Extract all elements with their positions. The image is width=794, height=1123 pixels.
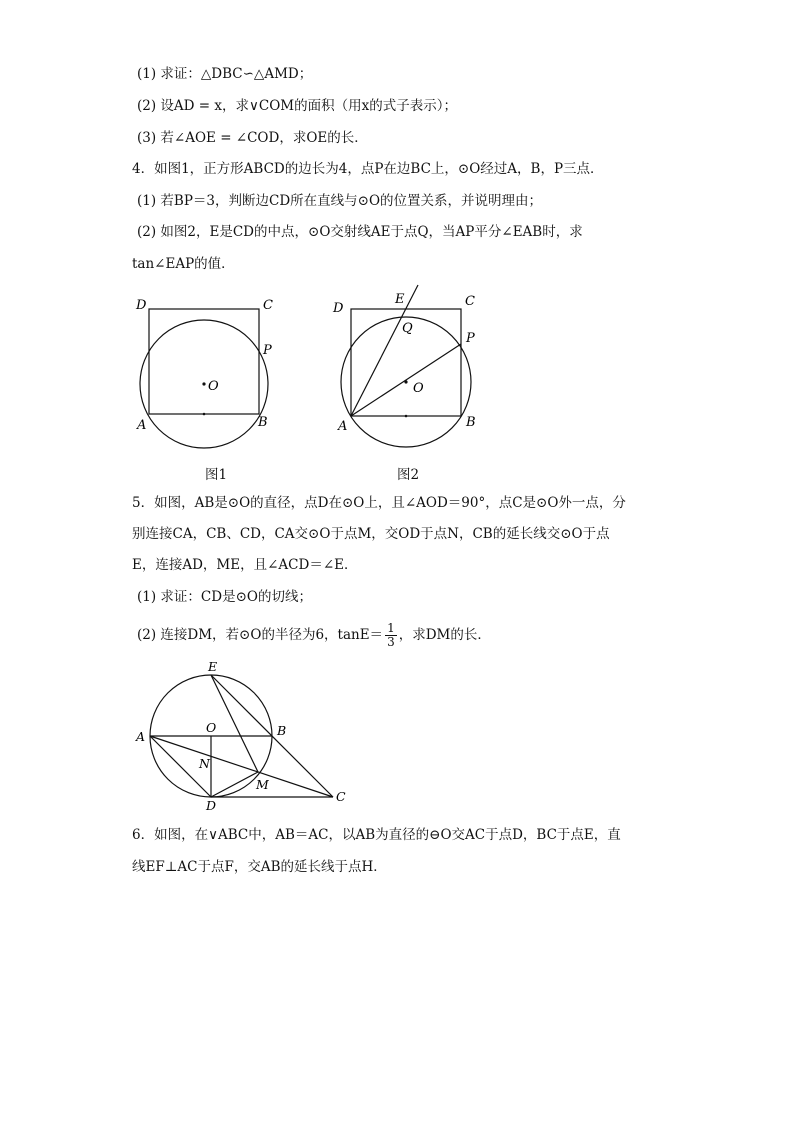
label-O: O [208, 379, 219, 394]
label-O: O [413, 381, 424, 396]
label-C: C [263, 298, 273, 313]
label-B: B [258, 415, 268, 430]
figure-3 [132, 658, 352, 813]
q4-part2-cont: tan∠EAP的值． [132, 256, 235, 272]
mid-point [203, 413, 206, 416]
label-A: A [137, 418, 147, 433]
label-C: C [336, 789, 346, 804]
figure-1 [128, 290, 288, 440]
label-P: P [263, 343, 272, 358]
q5-stem-3: E，连接AD，ME，且∠ACD＝∠E． [132, 557, 358, 573]
label-A: A [338, 419, 348, 434]
label-N: N [199, 756, 210, 771]
ray-ae [351, 285, 418, 416]
label-A: A [136, 729, 146, 744]
fraction-one-third: $\frac{1}{3}$ [387, 621, 395, 649]
q5-part2-text: (2) 连接DM，若⊙O的半径为6，tanE＝ [137, 627, 384, 643]
label-P: P [466, 331, 475, 346]
label-B: B [277, 723, 287, 738]
q5-stem-1: 5．如图，AB是⊙O的直径，点D在⊙O上，且∠AOD＝90°，点C是⊙O外一点，分 [132, 495, 626, 511]
q4-part2: (2) 如图2，E是CD的中点，⊙O交射线AE于点Q，当AP平分∠EAB时，求 [137, 224, 583, 240]
label-D: D [206, 798, 217, 813]
label-Q: Q [402, 321, 413, 336]
figure-2-caption: 图2 [397, 467, 420, 483]
square-abcd [149, 309, 259, 414]
label-E: E [208, 659, 218, 674]
figure-2 [328, 284, 488, 434]
center-point [404, 380, 407, 383]
segment-dm [211, 772, 258, 797]
q3-part1: (1) 求证：△DBC∽△AMD； [137, 66, 313, 82]
q5-part1: (1) 求证：CD是⊙O的切线； [137, 589, 312, 605]
q5-part2 [137, 622, 491, 649]
q3-part3: (3) 若∠AOE = ∠COD，求OE的长． [137, 130, 368, 146]
q4-stem: 4．如图1，正方形ABCD的边长为4，点P在边BC上，⊙O经过A，B，P三点． [132, 161, 604, 177]
figure-1-caption: 图1 [205, 467, 228, 483]
label-E: E [395, 292, 405, 307]
q6-stem-2: 线EF⊥AC于点F，交AB的延长线于点H． [132, 859, 387, 875]
segment-ap [351, 344, 461, 416]
q3-part2: (2) 设AD = x，求∨COM的面积（用x的式子表示）； [137, 98, 457, 114]
label-C: C [465, 294, 475, 309]
q5-part2-tail: ，求DM的长． [398, 627, 491, 643]
label-M: M [256, 777, 269, 792]
label-D: D [136, 298, 147, 313]
segment-ac [150, 736, 333, 797]
q5-stem-2: 别连接CA，CB、CD，CA交⊙O于点M，交OD于点N，CB的延长线交⊙O于点 [132, 526, 610, 542]
mid-point [405, 415, 408, 418]
label-O: O [206, 720, 217, 735]
q4-part1: (1) 若BP＝3，判断边CD所在直线与⊙O的位置关系，并说明理由； [137, 193, 543, 209]
q6-stem-1: 6．如图，在∨ABC中，AB＝AC，以AB为直径的⊖O交AC于点D，BC于点E，直 [132, 827, 621, 843]
label-B: B [466, 415, 476, 430]
label-D: D [333, 301, 344, 316]
center-point [202, 382, 205, 385]
